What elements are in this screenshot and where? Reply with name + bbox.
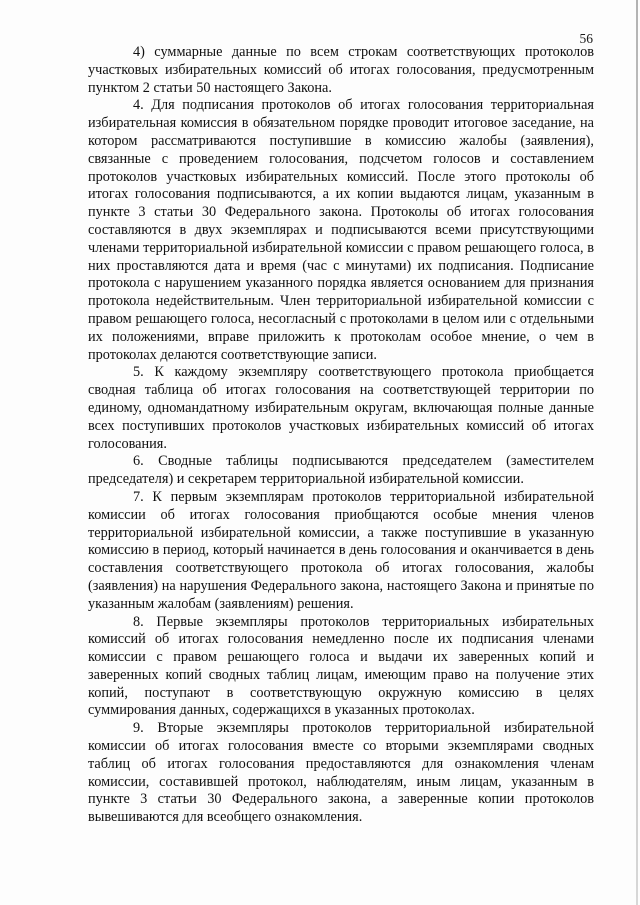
paragraph-7-first-copies-attachments: 7. К первым экземплярам протоколов территориальной избирательной комиссии об итогах голосования приобщаются особые мнения членов территориальной избирательной комиссии, а также поступившие в указанную комиссию в период, который начинается в день голосования и оканчивается в день составления соответствующего протокола об итогах голосования, жалобы (заявления) на нарушения Федерального закона, настоящего Закона и принятые по указанным жалобам (заявлениям) решения. xyxy=(88,488,594,612)
paragraph-5-summary-table: 5. К каждому экземпляру соответствующего протокола приобщается сводная таблица об итогах голосования на соответствующей территории по единому, одномандатному избирательным округам, включающая полные данные всех поступивших протоколов участковых избирательных комиссий об итогах голосования. xyxy=(88,364,594,452)
document-body xyxy=(88,44,594,827)
paragraph-8-first-copies-delivery: 8. Первые экземпляры протоколов территориальных избирательных комиссий об итогах голосования немедленно после их подписания членами комиссии с правом решающего голоса и выдачи их заверенных копий и заверенных копий сводных таблиц лицам, имеющим право на получение этих копий, поступают в соответствующую окружную комиссию в целях суммирования данных, содержащихся в указанных протоколах. xyxy=(88,613,594,719)
paragraph-9-second-copies: 9. Вторые экземпляры протоколов территориальной избирательной комиссии об итогах голосования вместе со вторыми экземплярами сводных таблиц об итогах голосования предоставляются для ознакомления членам комиссии, составившей протокол, наблюдателям, иным лицам, указанным в пункте 3 статьи 30 Федерального закона, а заверенные копии протоколов вывешиваются для всеобщего ознакомления. xyxy=(88,720,594,826)
paragraph-4-signing-protocols: 4. Для подписания протоколов об итогах голосования территориальная избирательная комиссия в обязательном порядке проводит итоговое заседание, на котором рассматриваются поступившие в комиссию жалобы (заявления), связанные с проведением голосования, подсчетом голосов и составлением протоколов участковых избирательных комиссий. После этого протоколы об итогах голосования подписываются, а их копии выдаются лицам, указанным в пункте 3 статьи 30 Федерального закона. Протоколы об итогах голосования составляются в двух экземплярах и подписываются всеми присутствующими членами территориальной избирательной комиссии с правом решающего голоса, в них проставляются дата и время (час с минутами) их подписания. Подписание протокола с нарушением указанного порядка является основанием для признания протокола недействительным. Член территориальной избирательной комиссии с правом решающего голоса, несогласный с протоколами в целом или с отдельными их положениями, вправе приложить к протоколам особое мнение, о чем в протоколах делаются соответствующие записи. xyxy=(88,97,594,363)
page-number: 56 xyxy=(579,31,593,46)
scan-edge xyxy=(636,0,638,905)
paragraph-6-table-signing: 6. Сводные таблицы подписываются председателем (заместителем председателя) и секретарем территориальной избирательной комиссии. xyxy=(88,453,594,488)
paragraph-item-4-summary-data: 4) суммарные данные по всем строкам соответствующих протоколов участковых избирательных комиссий об итогах голосования, предусмотренным пунктом 2 статьи 50 настоящего Закона. xyxy=(88,44,594,96)
